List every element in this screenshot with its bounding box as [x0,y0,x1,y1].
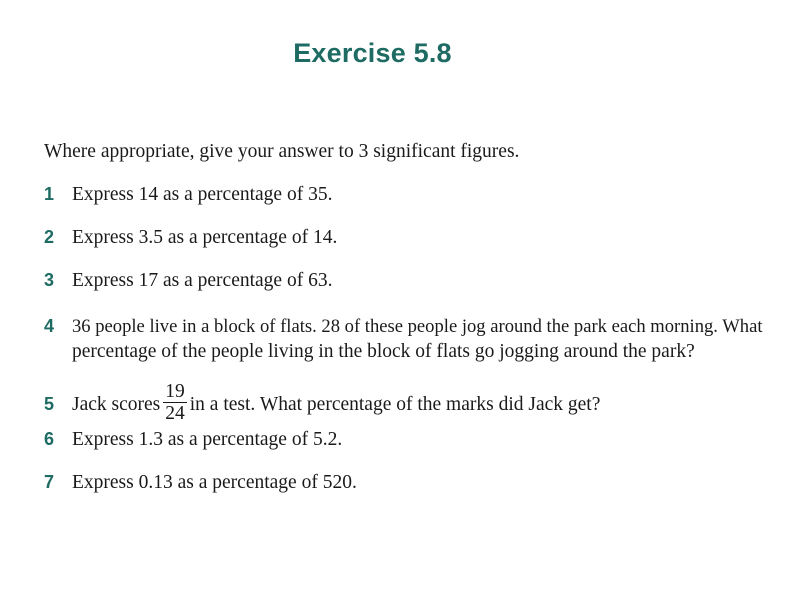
question-3 [44,268,332,293]
question-text: Express 0.13 as a percentage of 520. [72,472,357,493]
question-text-line-1: 36 people live in a block of flats. 28 of these people jog around the park each morning. What [72,316,763,337]
question-2 [44,225,337,250]
question-7 [44,470,357,495]
fraction-numerator: 19 [165,381,185,402]
question-number: 6 [44,429,55,449]
fraction-denominator: 24 [165,403,185,424]
question-text: Express 3.5 as a percentage of 14. [72,227,338,248]
question-6 [44,427,342,452]
question-number: 3 [44,270,55,290]
fraction [163,381,187,424]
question-text-after: in a test. What percentage of the marks did Jack get? [189,393,601,415]
instructions: Where appropriate, give your answer to 3 significant figures. [44,141,520,162]
question-text: Express 17 as a percentage of 63. [72,270,333,291]
question-number: 7 [44,472,55,492]
question-number: 1 [44,184,55,204]
question-number: 2 [44,227,55,247]
question-4-continuation: percentage of the people living in the block of flats go jogging around the park? [72,341,695,362]
question-5 [44,381,601,427]
question-text-before: Jack scores [72,393,161,415]
exercise-title: Exercise 5.8 [293,38,452,68]
question-text: Express 14 as a percentage of 35. [72,184,333,205]
question-4 [44,314,763,339]
question-1 [44,182,332,207]
question-number: 4 [44,316,55,336]
question-text: Express 1.3 as a percentage of 5.2. [72,429,343,450]
question-number: 5 [44,393,55,414]
